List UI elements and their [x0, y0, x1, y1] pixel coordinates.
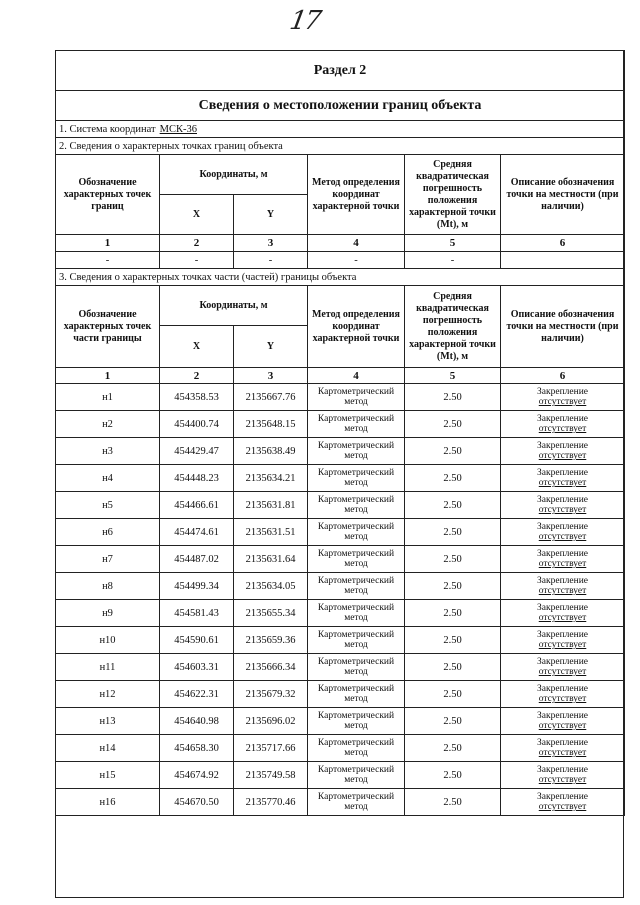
description-line-1: Закрепление [537, 414, 589, 424]
coord-y: 2135648.15 [234, 411, 308, 438]
description-line-2: отсутствует [538, 667, 587, 677]
description-line-1: Закрепление [537, 495, 589, 505]
point-id: н7 [56, 546, 160, 573]
point-id: н15 [56, 762, 160, 789]
points-table-body [56, 384, 625, 816]
description-line-1: Закрепление [537, 792, 589, 802]
error-cell: 2.50 [405, 627, 501, 654]
table-row [56, 735, 625, 762]
header2-x: X [160, 195, 234, 235]
description-line-2: отсутствует [538, 424, 587, 434]
part3-title: 3. Сведения о характерных точках части (частей) границы объекта [56, 269, 625, 286]
description-cell [501, 411, 625, 438]
coord-x: 454590.61 [160, 627, 234, 654]
coord-x: 454487.02 [160, 546, 234, 573]
header2-designation: Обозначение характерных точек границ [56, 155, 160, 235]
section-title: Раздел 2 [56, 51, 625, 91]
coord-x: 454640.98 [160, 708, 234, 735]
table-row [56, 519, 625, 546]
coord-y: 2135631.51 [234, 519, 308, 546]
column-numbers-row [56, 235, 625, 252]
description-line-1: Закрепление [537, 630, 589, 640]
point-id: н16 [56, 789, 160, 816]
header3-x: X [160, 326, 234, 368]
description-cell [501, 519, 625, 546]
coord-x: 454358.53 [160, 384, 234, 411]
coord-x: 454448.23 [160, 465, 234, 492]
coord-y: 2135679.32 [234, 681, 308, 708]
main-table [55, 120, 625, 816]
description-line-2: отсутствует [538, 559, 587, 569]
document-table [55, 50, 625, 121]
point-id: н6 [56, 519, 160, 546]
part2-cell [501, 252, 625, 269]
description-cell [501, 600, 625, 627]
description-line-2: отсутствует [538, 478, 587, 488]
part2-row [56, 252, 625, 269]
table-row [56, 492, 625, 519]
description-line-1: Закрепление [537, 441, 589, 451]
header3-y: Y [234, 326, 308, 368]
coord-y: 2135631.64 [234, 546, 308, 573]
method-cell: Картометрический метод [308, 465, 405, 492]
col-num: 4 [308, 368, 405, 384]
description-line-1: Закрепление [537, 684, 589, 694]
method-cell: Картометрический метод [308, 708, 405, 735]
part2-title: 2. Сведения о характерных точках границ объекта [56, 138, 625, 155]
description-line-1: Закрепление [537, 522, 589, 532]
description-line-2: отсутствует [538, 613, 587, 623]
description-line-2: отсутствует [538, 451, 587, 461]
coord-y: 2135749.58 [234, 762, 308, 789]
point-id: н4 [56, 465, 160, 492]
description-line-1: Закрепление [537, 711, 589, 721]
coord-system-label: 1. Система координат [59, 123, 156, 135]
description-line-1: Закрепление [537, 468, 589, 478]
description-line-2: отсутствует [538, 721, 587, 731]
description-cell [501, 492, 625, 519]
description-line-2: отсутствует [538, 397, 587, 407]
description-line-2: отсутствует [538, 748, 587, 758]
page-number: 17 [287, 6, 322, 36]
coord-y: 2135655.34 [234, 600, 308, 627]
description-cell [501, 546, 625, 573]
table-row [56, 654, 625, 681]
description-cell [501, 789, 625, 816]
table-row [56, 708, 625, 735]
part2-cell: - [160, 252, 234, 269]
col-num: 1 [56, 235, 160, 252]
coord-y: 2135717.66 [234, 735, 308, 762]
coord-x: 454581.43 [160, 600, 234, 627]
col-num: 5 [405, 368, 501, 384]
description-line-1: Закрепление [537, 765, 589, 775]
point-id: н2 [56, 411, 160, 438]
error-cell: 2.50 [405, 492, 501, 519]
col-num: 2 [160, 235, 234, 252]
point-id: н12 [56, 681, 160, 708]
header2-error: Средняя квадратическая погрешность положения характерной точки (Mt), м [405, 155, 501, 235]
error-cell: 2.50 [405, 465, 501, 492]
method-cell: Картометрический метод [308, 546, 405, 573]
col-num: 3 [234, 235, 308, 252]
col-num: 2 [160, 368, 234, 384]
method-cell: Картометрический метод [308, 519, 405, 546]
description-cell [501, 465, 625, 492]
method-cell: Картометрический метод [308, 654, 405, 681]
col-num: 5 [405, 235, 501, 252]
column-numbers-row-2 [56, 368, 625, 384]
part2-cell: - [405, 252, 501, 269]
description-line-1: Закрепление [537, 549, 589, 559]
coord-y: 2135696.02 [234, 708, 308, 735]
table-row [56, 627, 625, 654]
description-line-1: Закрепление [537, 387, 589, 397]
description-cell [501, 654, 625, 681]
description-cell [501, 681, 625, 708]
description-cell [501, 735, 625, 762]
col-num: 6 [501, 235, 625, 252]
table-row [56, 384, 625, 411]
error-cell: 2.50 [405, 438, 501, 465]
coord-x: 454474.61 [160, 519, 234, 546]
point-id: н3 [56, 438, 160, 465]
header2-description: Описание обозначения точки на местности (при наличии) [501, 155, 625, 235]
coord-x: 454429.47 [160, 438, 234, 465]
description-line-1: Закрепление [537, 738, 589, 748]
object-title: Сведения о местоположении границ объекта [56, 91, 625, 121]
error-cell: 2.50 [405, 411, 501, 438]
error-cell: 2.50 [405, 789, 501, 816]
error-cell: 2.50 [405, 384, 501, 411]
coord-y: 2135667.76 [234, 384, 308, 411]
method-cell: Картометрический метод [308, 492, 405, 519]
description-cell [501, 573, 625, 600]
error-cell: 2.50 [405, 600, 501, 627]
description-line-1: Закрепление [537, 576, 589, 586]
col-num: 6 [501, 368, 625, 384]
coord-y: 2135634.05 [234, 573, 308, 600]
description-line-2: отсутствует [538, 505, 587, 515]
error-cell: 2.50 [405, 654, 501, 681]
method-cell: Картометрический метод [308, 789, 405, 816]
header2-coords: Координаты, м [160, 155, 308, 195]
description-line-2: отсутствует [538, 802, 587, 812]
point-id: н8 [56, 573, 160, 600]
error-cell: 2.50 [405, 762, 501, 789]
point-id: н9 [56, 600, 160, 627]
coord-x: 454674.92 [160, 762, 234, 789]
coord-system-line [56, 121, 625, 138]
header2-y: Y [234, 195, 308, 235]
description-cell [501, 708, 625, 735]
description-line-2: отсутствует [538, 775, 587, 785]
error-cell: 2.50 [405, 546, 501, 573]
coord-x: 454499.34 [160, 573, 234, 600]
table-row [56, 681, 625, 708]
header3-error: Средняя квадратическая погрешность положения характерной точки (Mt), м [405, 286, 501, 368]
coord-y: 2135659.36 [234, 627, 308, 654]
point-id: н10 [56, 627, 160, 654]
error-cell: 2.50 [405, 681, 501, 708]
table-row [56, 546, 625, 573]
coord-y: 2135666.34 [234, 654, 308, 681]
description-line-2: отсутствует [538, 586, 587, 596]
description-line-2: отсутствует [538, 640, 587, 650]
coord-x: 454400.74 [160, 411, 234, 438]
error-cell: 2.50 [405, 519, 501, 546]
coord-x: 454603.31 [160, 654, 234, 681]
description-line-2: отсутствует [538, 532, 587, 542]
coord-x: 454670.50 [160, 789, 234, 816]
col-num: 4 [308, 235, 405, 252]
part2-cell: - [56, 252, 160, 269]
method-cell: Картометрический метод [308, 438, 405, 465]
header3-coords: Координаты, м [160, 286, 308, 326]
method-cell: Картометрический метод [308, 573, 405, 600]
point-id: н13 [56, 708, 160, 735]
table-row [56, 600, 625, 627]
coord-y: 2135631.81 [234, 492, 308, 519]
method-cell: Картометрический метод [308, 762, 405, 789]
part2-cell: - [308, 252, 405, 269]
point-id: н14 [56, 735, 160, 762]
description-cell [501, 438, 625, 465]
method-cell: Картометрический метод [308, 600, 405, 627]
coord-x: 454466.61 [160, 492, 234, 519]
coord-y: 2135770.46 [234, 789, 308, 816]
coord-x: 454658.30 [160, 735, 234, 762]
coord-x: 454622.31 [160, 681, 234, 708]
description-line-1: Закрепление [537, 657, 589, 667]
description-line-1: Закрепление [537, 603, 589, 613]
point-id: н5 [56, 492, 160, 519]
col-num: 1 [56, 368, 160, 384]
table-row [56, 762, 625, 789]
table-row [56, 438, 625, 465]
error-cell: 2.50 [405, 708, 501, 735]
description-cell [501, 384, 625, 411]
method-cell: Картометрический метод [308, 384, 405, 411]
method-cell: Картометрический метод [308, 627, 405, 654]
table-row [56, 465, 625, 492]
part2-cell: - [234, 252, 308, 269]
header3-method: Метод определения координат характерной точки [308, 286, 405, 368]
method-cell: Картометрический метод [308, 681, 405, 708]
description-line-2: отсутствует [538, 694, 587, 704]
coord-system-value: МСК-36 [159, 123, 197, 135]
coord-y: 2135634.21 [234, 465, 308, 492]
coord-y: 2135638.49 [234, 438, 308, 465]
error-cell: 2.50 [405, 573, 501, 600]
header3-description: Описание обозначения точки на местности (при наличии) [501, 286, 625, 368]
header2-method: Метод определения координат характерной точки [308, 155, 405, 235]
header3-designation: Обозначение характерных точек части границы [56, 286, 160, 368]
col-num: 3 [234, 368, 308, 384]
point-id: н1 [56, 384, 160, 411]
point-id: н11 [56, 654, 160, 681]
description-cell [501, 627, 625, 654]
description-cell [501, 762, 625, 789]
method-cell: Картометрический метод [308, 735, 405, 762]
table-row [56, 411, 625, 438]
table-row [56, 789, 625, 816]
method-cell: Картометрический метод [308, 411, 405, 438]
error-cell: 2.50 [405, 735, 501, 762]
table-row [56, 573, 625, 600]
